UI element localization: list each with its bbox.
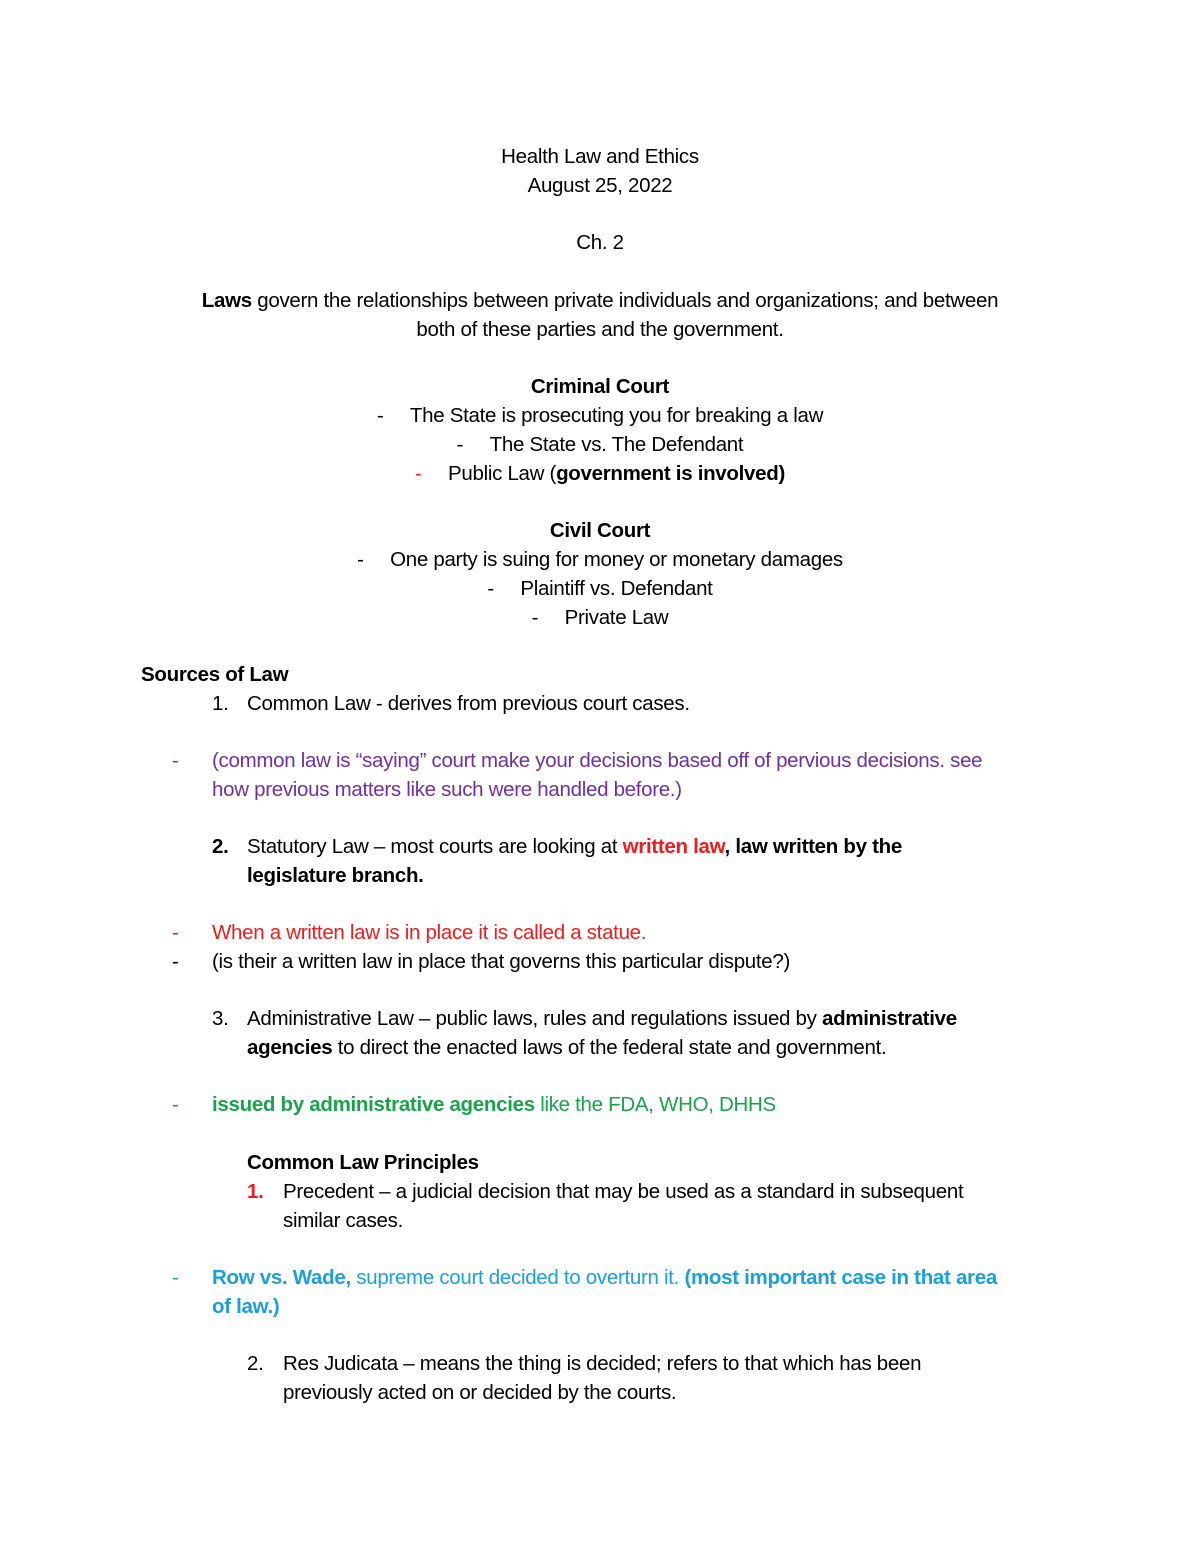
bullet-dash: -: [531, 606, 539, 629]
principles-item-2-text-2: previously acted on or decided by the courts.: [283, 1381, 677, 1404]
bullet-dash: -: [172, 921, 179, 944]
principles-item-1-text-1: Precedent – a judicial decision that may be used as a standard in subsequent: [283, 1180, 964, 1203]
document-date: August 25, 2022: [527, 174, 673, 197]
criminal-item-3-bold: government is involved): [556, 462, 785, 485]
criminal-item-1: [0, 401, 1200, 430]
sources-item-3-line-2-rest: to direct the enacted laws of the federal state and government.: [332, 1036, 887, 1059]
criminal-item-2-text: The State vs. The Defendant: [489, 433, 744, 456]
sources-item-3-line-2-bold: agencies: [247, 1036, 333, 1059]
principles-note-1-bold-2: (most important case in that area: [684, 1266, 997, 1289]
intro-bold-word: Laws: [201, 289, 252, 312]
bullet-dash: -: [357, 548, 364, 571]
sources-item-3-plain: Administrative Law – public laws, rules and regulations issued by: [247, 1007, 823, 1030]
bullet-dash: -: [172, 749, 179, 772]
bullet-dash: -: [376, 404, 384, 427]
sources-heading: Sources of Law: [141, 663, 289, 686]
civil-item-1-text: One party is suing for money or monetary damages: [390, 548, 843, 571]
intro-line-2: both of these parties and the government.: [416, 318, 784, 341]
document-title: Health Law and Ethics: [501, 145, 699, 168]
criminal-item-2: [0, 430, 1200, 459]
list-number: 1.: [247, 1180, 264, 1203]
principles-item-2-text-1: Res Judicata – means the thing is decided; refers to that which has been: [283, 1352, 922, 1375]
civil-item-2-text: Plaintiff vs. Defendant: [520, 577, 713, 600]
sources-item-1-text: Common Law - derives from previous court cases.: [247, 692, 690, 715]
principles-note-1-bold-1: Row vs. Wade,: [212, 1266, 351, 1289]
intro-line-1-rest: govern the relationships between private individuals and organizations; and between: [251, 289, 999, 312]
criminal-item-3-plain: Public Law (: [448, 462, 557, 485]
criminal-item-1-text: The State is prosecuting you for breaking a law: [409, 404, 824, 427]
sources-item-2-red: written law: [622, 835, 725, 858]
civil-court-heading: Civil Court: [549, 519, 651, 542]
bullet-dash: -: [172, 950, 179, 973]
principles-heading: Common Law Principles: [247, 1151, 479, 1174]
chapter-label: Ch. 2: [576, 231, 624, 254]
bullet-dash: -: [415, 462, 422, 485]
civil-item-3: [0, 603, 1200, 632]
principles-note-1-text-2: of law.): [212, 1295, 280, 1318]
bullet-dash: -: [172, 1266, 179, 1289]
list-number: 2.: [212, 835, 229, 858]
civil-item-2: [0, 574, 1200, 603]
bullet-dash: -: [456, 433, 464, 456]
bullet-dash: -: [172, 1093, 179, 1116]
principles-note-1-plain: supreme court decided to overturn it.: [350, 1266, 685, 1289]
principles-item-1-text-2: similar cases.: [283, 1209, 403, 1232]
sources-note-3-text: (is their a written law in place that governs this particular dispute?): [212, 950, 791, 973]
criminal-item-3: [0, 459, 1200, 488]
sources-note-4-rest: like the FDA, WHO, DHHS: [534, 1093, 776, 1116]
civil-item-3-text: Private Law: [564, 606, 669, 629]
civil-item-1: [0, 545, 1200, 574]
sources-note-1-text-1: (common law is “saying” court make your decisions based off of pervious decisions. see: [212, 749, 983, 772]
sources-note-1-text-2: how previous matters like such were handled before.): [212, 778, 682, 801]
sources-item-2-plain: Statutory Law – most courts are looking at: [247, 835, 623, 858]
sources-note-2-text: When a written law is in place it is called a statue.: [212, 921, 647, 944]
intro-line-1: [0, 286, 1200, 315]
list-number: 3.: [212, 1007, 229, 1030]
criminal-court-heading: Criminal Court: [530, 375, 670, 398]
sources-item-3-bold: administrative: [822, 1007, 957, 1030]
list-number: 1.: [212, 692, 229, 715]
list-number: 2.: [247, 1352, 264, 1375]
sources-note-4-bold: issued by administrative agencies: [212, 1093, 535, 1116]
sources-item-2-bold: , law written by the: [724, 835, 902, 858]
sources-item-2-text-2: legislature branch.: [247, 864, 424, 887]
bullet-dash: -: [487, 577, 494, 600]
